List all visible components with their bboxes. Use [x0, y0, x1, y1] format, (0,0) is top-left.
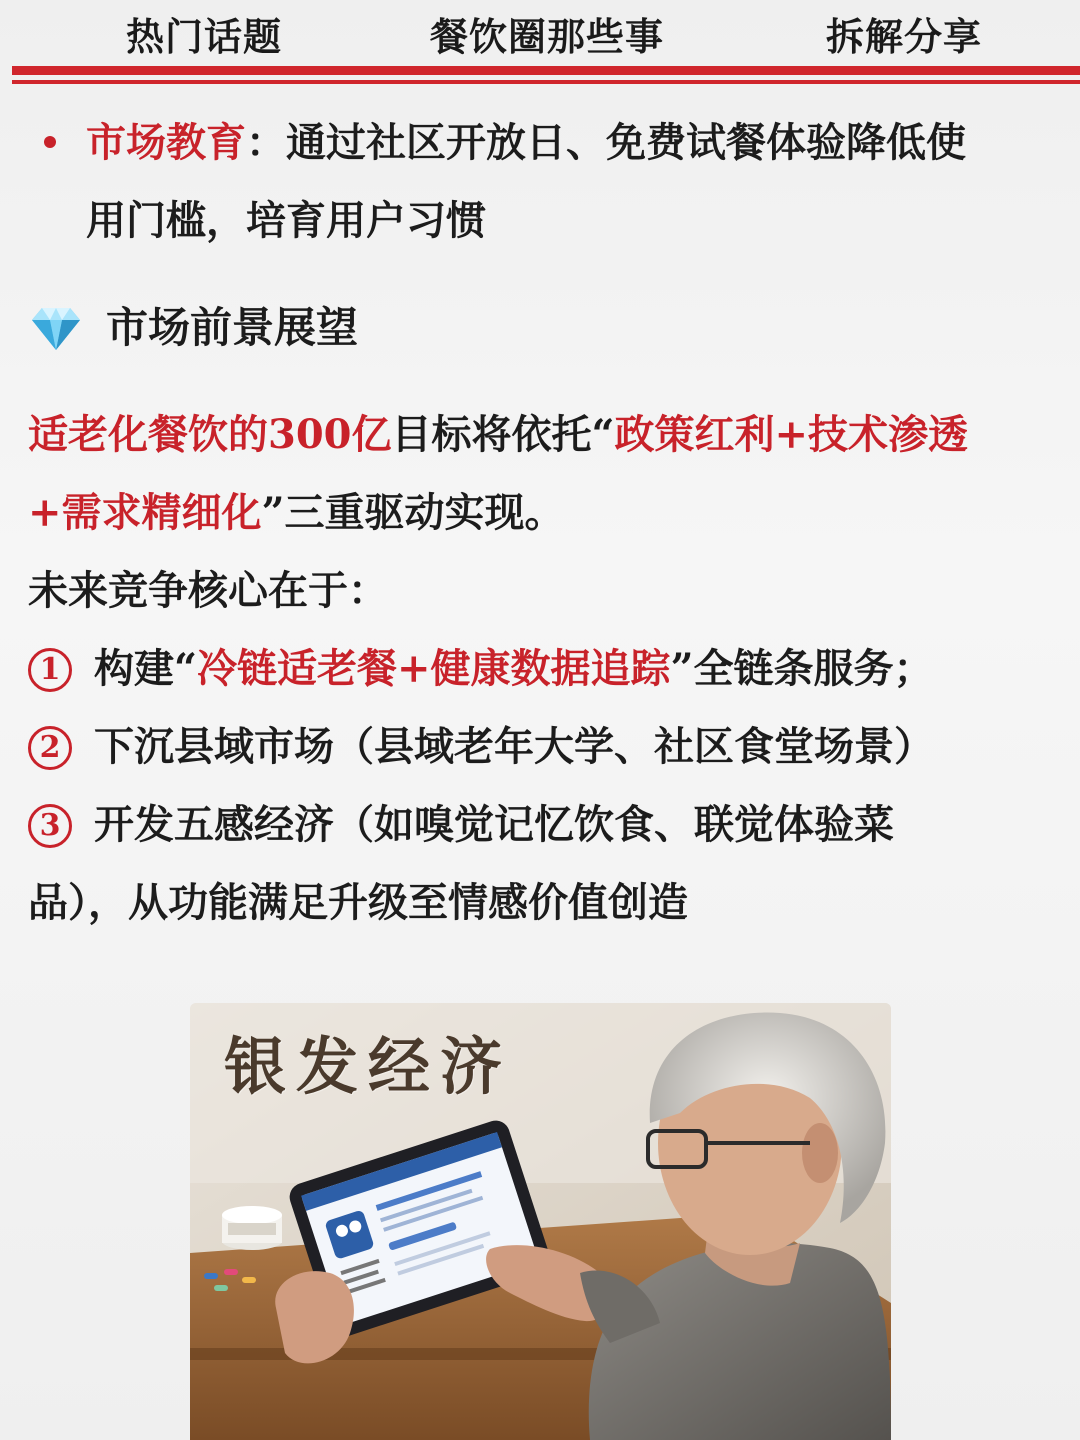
para1-highlight-a: 适老化餐饮的300亿	[28, 411, 392, 458]
bullet-text-1: 通过社区开放日、免费试餐体验降低使	[286, 119, 966, 166]
para2: 未来竞争核心在于：	[28, 567, 388, 614]
bullet-colon: ：	[246, 119, 286, 166]
gem-icon	[30, 304, 82, 352]
bullet-term: 市场教育	[86, 119, 246, 166]
header-divider-thick	[12, 66, 1080, 75]
tab-hot-topics[interactable]: 热门话题	[126, 14, 283, 59]
para1-line-2	[28, 488, 565, 538]
point-3-number: 3	[28, 804, 72, 848]
point-1-pre: 构建“	[94, 645, 198, 692]
point-1-number: 1	[28, 648, 72, 692]
top-tab-bar	[0, 0, 1080, 62]
para1-line-1	[28, 410, 968, 460]
header-divider-thin	[12, 80, 1080, 84]
point-1-highlight: 冷链适老餐+健康数据追踪	[197, 645, 671, 692]
point-2-text: 下沉县域市场（县域老年大学、社区食堂场景）	[94, 723, 934, 770]
bullet-line-2: 用门槛，培育用户习惯	[86, 197, 486, 244]
tab-breakdown-share[interactable]: 拆解分享	[826, 14, 983, 59]
para1-highlight-d: +需求精细化	[28, 489, 262, 536]
bullet-dot	[44, 136, 56, 148]
bullet-line-1	[86, 118, 966, 168]
section-title: 市场前景展望	[106, 303, 359, 352]
tab-catering-circle[interactable]: 餐饮圈那些事	[430, 14, 665, 59]
point-2-number: 2	[28, 726, 72, 770]
silver-economy-image	[190, 1003, 891, 1440]
para1-text-e: ”三重驱动实现。	[261, 489, 565, 536]
point-3-text-line-2: 品），从功能满足升级至情感价值创造	[28, 879, 688, 926]
para1-text-b: 目标将依托“	[391, 411, 615, 458]
point-1-post: ”全链条服务；	[670, 645, 934, 692]
point-1-text	[94, 644, 934, 694]
image-title: 银发经济	[224, 1030, 513, 1103]
para1-highlight-c: 政策红利+技术渗透	[614, 411, 969, 458]
point-3-text-line-1: 开发五感经济（如嗅觉记忆饮食、联觉体验菜	[94, 801, 894, 848]
